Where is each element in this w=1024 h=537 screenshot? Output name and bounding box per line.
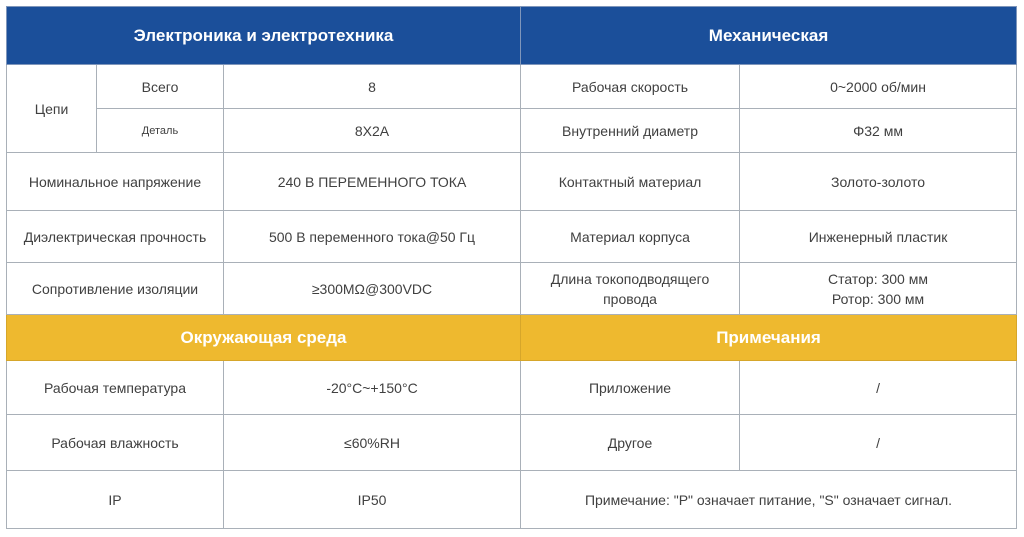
ip-value: IP50 [224, 471, 521, 529]
voltage-value: 240 В ПЕРЕМЕННОГО ТОКА [224, 153, 521, 211]
other-label: Другое [521, 415, 740, 471]
inner-diameter-label: Внутренний диаметр [521, 109, 740, 153]
total-label: Всего [97, 65, 224, 109]
temperature-label: Рабочая температура [7, 361, 224, 415]
spec-table-wrapper [6, 6, 1016, 533]
insulation-value: ≥300MΩ@300VDC [224, 263, 521, 315]
speed-label: Рабочая скорость [521, 65, 740, 109]
mechanical-header: Механическая [521, 7, 1017, 65]
lead-length-label: Длина токоподводящего провода [521, 263, 740, 315]
detail-value: 8X2A [224, 109, 521, 153]
inner-diameter-value: Φ32 мм [740, 109, 1017, 153]
humidity-label: Рабочая влажность [7, 415, 224, 471]
table-row [7, 361, 1017, 415]
dielectric-label: Диэлектрическая прочность [7, 211, 224, 263]
housing-value: Инженерный пластик [740, 211, 1017, 263]
table-row [7, 65, 1017, 109]
table-row [7, 109, 1017, 153]
other-value: / [740, 415, 1017, 471]
header-row-top [7, 7, 1017, 65]
contact-label: Контактный материал [521, 153, 740, 211]
contact-value: Золото-золото [740, 153, 1017, 211]
table-row [7, 415, 1017, 471]
table-row [7, 153, 1017, 211]
notes-header: Примечания [521, 315, 1017, 361]
circuits-label: Цепи [7, 65, 97, 153]
voltage-label: Номинальное напряжение [7, 153, 224, 211]
application-label: Приложение [521, 361, 740, 415]
speed-value: 0~2000 об/мин [740, 65, 1017, 109]
lead-length-value [740, 263, 1017, 315]
spec-table [6, 6, 1017, 529]
application-value: / [740, 361, 1017, 415]
lead-rotor-value: Ротор: 300 мм [831, 290, 925, 307]
humidity-value: ≤60%RH [224, 415, 521, 471]
dielectric-value: 500 В переменного тока@50 Гц [224, 211, 521, 263]
environment-header: Окружающая среда [7, 315, 521, 361]
insulation-label: Сопротивление изоляции [7, 263, 224, 315]
electronics-header: Электроника и электротехника [7, 7, 521, 65]
table-row [7, 211, 1017, 263]
temperature-value: -20°C~+150°C [224, 361, 521, 415]
ip-label: IP [7, 471, 224, 529]
header-row-bottom [7, 315, 1017, 361]
note-text: Примечание: "P" означает питание, "S" означает сигнал. [521, 471, 1017, 529]
table-row [7, 471, 1017, 529]
detail-label: Деталь [97, 109, 224, 153]
housing-label: Материал корпуса [521, 211, 740, 263]
lead-stator-value: Статор: 300 мм [828, 270, 928, 287]
table-row [7, 263, 1017, 315]
total-value: 8 [224, 65, 521, 109]
